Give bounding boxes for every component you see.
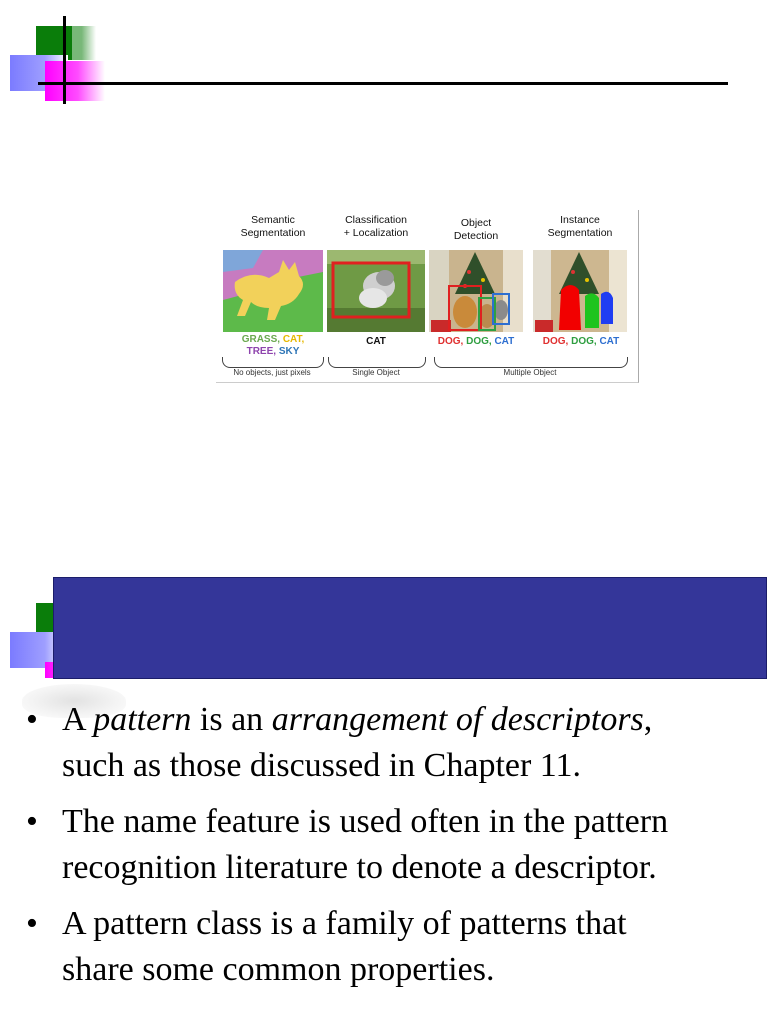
panel-title-detection: Object Detection [453,217,499,242]
bullet-3-line-1: A pattern class is a family of patterns that [62,905,627,942]
panel-title-classification: Classification + Localization [343,214,409,239]
caption-multiple: Multiple Object [503,368,557,377]
caption-single: Single Object [352,368,400,377]
brace-no-objects [222,357,324,368]
corner-vertical-line [63,16,66,104]
bullet-dot-icon: • [26,701,38,738]
semantic-labels [220,334,326,358]
classification-label: CAT [366,336,386,347]
instance-labels: DOG, DOG, CAT [542,336,620,347]
title-underline [38,82,728,85]
bullet-dot-icon: • [26,905,38,942]
label-sky: SKY [278,346,300,357]
bullet-item [22,901,762,993]
panel-title-instance: Instance Segmentation [547,214,613,239]
bullet-2-line-1: The name feature is used often in the pattern [62,803,669,840]
instance-segmentation-image [533,250,627,332]
panel-title-semantic: Semantic Segmentation [240,214,306,239]
segmentation-figure [216,210,639,383]
object-detection-image [429,250,523,332]
slide-title-bar [53,577,767,679]
bullet-2-line-2: recognition literature to denote a descriptor. [62,849,657,886]
caption-no-objects: No objects, just pixels [233,368,311,377]
detection-labels: DOG, DOG, CAT [437,336,515,347]
bullet-item [22,697,762,789]
bullet-dot-icon: • [26,803,38,840]
bullet-1-line-2: such as those discussed in Chapter 11. [62,747,582,784]
label-tree: TREE, [246,346,277,357]
label-grass: GRASS, [241,334,281,345]
label-cat: CAT, [282,334,305,345]
classification-image [327,250,425,332]
bullet-3-line-2: share some common properties. [62,951,495,988]
brace-multiple [434,357,628,368]
corner-square-magenta [45,61,105,101]
bullet-item [22,799,762,891]
bullet-1-line-1: A pattern is an arrangement of descriptors, [62,701,653,738]
semantic-segmentation-image [223,250,323,332]
bullet-list [22,697,762,1003]
brace-single [328,357,426,368]
